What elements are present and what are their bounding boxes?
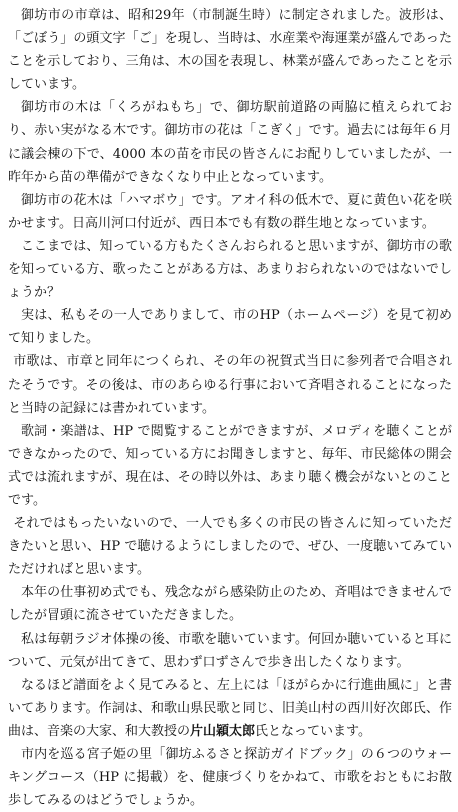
- credits-text: なるほど譜面をよく見てみると、左上には「ほがらかに行進曲風に」と書いてあります。作詞は、和歌山県民歌と同じ、旧美山村の西川好次郎氏、作曲は、音楽の大家、和大教授の: [8, 677, 452, 739]
- paragraph-first-time: 実は、私もその一人でありまして、市のHP（ホームページ）を見て初めて知りました。: [8, 308, 452, 347]
- paragraph-city-emblem: 御坊市の市章は、昭和29年（市制誕生時）に制定されました。波形は、「ごぼう」の頭文字「ご」を現し、当時は、水産業や海運業が盛んであったことを示しており、三角は、木の国を表現し、林業が盛んであったことを示しています。: [8, 8, 452, 93]
- paragraph-score-credits: [8, 674, 452, 743]
- paragraph-lyrics-score: 歌詞・楽譜は、HP で閲覧することができますが、メロディを聴くことができなかったので、知っている方にお聞きしますと、毎年、市民総体の開会式では流れますが、現在は、その時以外は、あまり聴く機会がないとのことです。: [8, 423, 452, 508]
- paragraph-new-year-ceremony: 本年の仕事初め式でも、残念ながら感染防止のため、斉唱はできませんでしたが冒頭に流させていただきました。: [8, 585, 452, 624]
- paragraph-morning-routine: 私は毎朝ラジオ体操の後、市歌を聴いています。何回か聴いていると耳について、元気が出てきて、思わず口ずさんで歩き出したくなります。: [8, 631, 452, 670]
- paragraph-city-song-intro: ここまでは、知っている方もたくさんおられると思いますが、御坊市の歌を知っている方、歌ったことがある方は、あまりおられないのではないでしょうか？: [8, 238, 452, 301]
- paragraph-city-flowering-tree: 御坊市の花木は「ハマボウ」です。アオイ科の低木で、夏に黄色い花を咲かせます。日高川河口付近が、西日本でも有数の群生地となっています。: [8, 192, 452, 231]
- composer-name: 片山穎太郎: [190, 723, 256, 739]
- paragraph-city-tree-flower: 御坊市の木は「くろがねもち」で、御坊駅前道路の両脇に植えられており、赤い実がなる木です。御坊市の花は「こぎく」です。過去には毎年６月に議会棟の下で、4000 本の苗を市民の皆さんにお配りしていましたが、一昨年から苗の準備ができなくなり中止となっています。: [8, 100, 452, 185]
- paragraph-walking-course: 市内を巡る宮子姫の里「御坊ふるさと探訪ガイドブック」の６つのウォーキングコース（HP に掲載）を、健康づくりをかねて、市歌をおともにお散歩してみるのはどうでしょうか。: [8, 747, 452, 809]
- paragraph-song-history: 市歌は、市章と同年につくられ、その年の祝賀式当日に参列者で合唱されたそうです。その後は、市のあらゆる行事において斉唱されることになったと当時の記録には書かれています。: [8, 354, 452, 416]
- paragraph-listen-online: それではもったいないので、一人でも多くの市民の皆さんに知っていただきたいと思い、HP で聴けるようにしましたので、ぜひ、一度聴いてみていただければと思います。: [8, 516, 452, 578]
- document-page: [8, 4, 452, 809]
- credits-suffix: 氏となっています。: [255, 723, 371, 739]
